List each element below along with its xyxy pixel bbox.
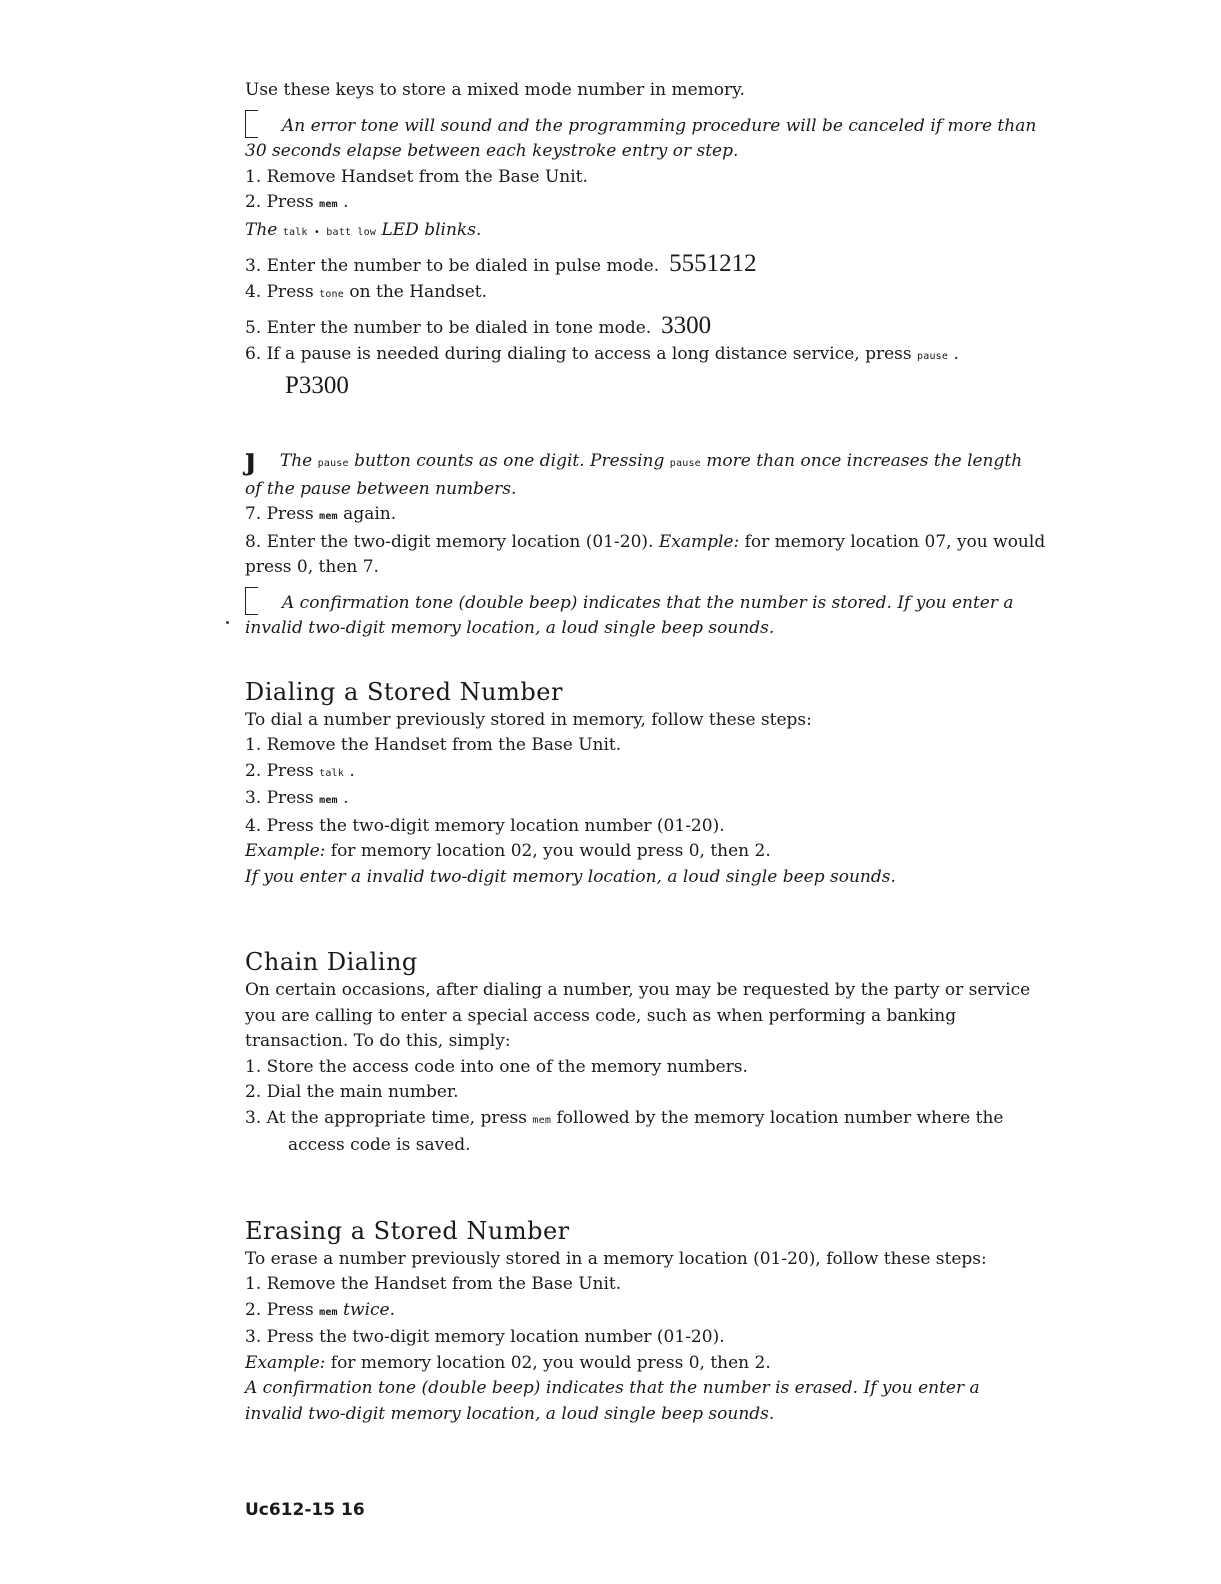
store-step-7: 7. Press mem again. xyxy=(245,504,397,524)
store-step-1: 1. Remove Handset from the Base Unit. xyxy=(245,166,588,187)
document-page xyxy=(245,78,1145,1427)
warning-note: An error tone will sound and the programming procedure will be canceled if more than xyxy=(245,110,1145,140)
store-step-5: 5. Enter the number to be dialed in tone mode. 3300 xyxy=(245,312,712,339)
erasing-confirm-note: A confirmation tone (double beep) indicates that the number is erased. If you enter a xyxy=(245,1378,980,1398)
store-step-6: 6. If a pause is needed during dialing to access a long distance service, press pause . xyxy=(245,343,959,364)
dialing-step-4: 4. Press the two-digit memory location number (01-20). xyxy=(245,815,725,836)
warning-note-line2: 30 seconds elapse between each keystroke entry or step. xyxy=(245,141,739,161)
note-bracket-icon xyxy=(245,110,258,138)
erasing-intro: To erase a number previously stored in a memory location (01-20), follow these steps: xyxy=(245,1248,987,1269)
mem-key-label: mem xyxy=(319,511,338,522)
tone-key-label: tone xyxy=(319,288,344,300)
dialing-step-1: 1. Remove the Handset from the Base Unit. xyxy=(245,735,622,755)
intro-text: Use these keys to store a mixed mode number in memory. xyxy=(245,80,745,100)
erasing-example: Example: for memory location 02, you would press 0, then 2. xyxy=(245,1352,771,1373)
dialing-intro: To dial a number previously stored in memory, follow these steps: xyxy=(245,709,812,730)
pause-note-line2: of the pause between numbers. xyxy=(245,478,517,499)
led-blinks-note: The talk • batt low LED blinks. xyxy=(245,219,482,240)
store-step-4: 4. Press tone on the Handset. xyxy=(245,281,488,302)
mem-key-label: mem xyxy=(532,1114,552,1126)
dialing-example: Example: for memory location 02, you would press 0, then 2. xyxy=(245,841,771,861)
erasing-step-2: 2. Press mem twice. xyxy=(245,1299,395,1320)
store-step-8: 8. Enter the two-digit memory location (01-20). Example: for memory location 07, you would xyxy=(245,531,1046,552)
chain-step-2: 2. Dial the main number. xyxy=(245,1082,459,1102)
pause-key-label: pause xyxy=(917,350,949,362)
dialing-step-2: 2. Press talk . xyxy=(245,760,355,781)
heading-erasing: Erasing a Stored Number xyxy=(245,1216,570,1245)
store-step-8-line2: press 0, then 7. xyxy=(245,557,379,577)
store-step-2: 2. Press mem . xyxy=(245,192,349,212)
mem-key-label: mem xyxy=(319,199,338,210)
pause-key-label: pause xyxy=(317,458,349,469)
pause-key-label: pause xyxy=(669,458,701,469)
erasing-step-3: 3. Press the two-digit memory location number (01-20). xyxy=(245,1327,725,1347)
confirm-note: A confirmation tone (double beep) indicates that the number is stored. If you enter a xyxy=(245,587,1145,617)
dialing-invalid-note: If you enter a invalid two-digit memory location, a loud single beep sounds. xyxy=(245,866,896,887)
erasing-step-1: 1. Remove the Handset from the Base Unit. xyxy=(245,1274,622,1294)
heading-dialing: Dialing a Stored Number xyxy=(245,677,563,706)
erasing-confirm-note-line2: invalid two-digit memory location, a loud single beep sounds. xyxy=(245,1403,775,1424)
page-footer: Uc612-15 16 xyxy=(245,1500,365,1520)
chain-paragraph-1: On certain occasions, after dialing a number, you may be requested by the party or service xyxy=(245,980,1031,1000)
chain-step-3: 3. At the appropriate time, press mem followed by the memory location number where the xyxy=(245,1107,1004,1128)
heading-chain-dialing: Chain Dialing xyxy=(245,948,418,976)
chain-step-3-line2: access code is saved. xyxy=(288,1135,471,1155)
talk-batt-low-label: talk • batt low xyxy=(282,226,377,238)
display-readout-pause: P3300 xyxy=(285,372,349,399)
chain-paragraph-3: transaction. To do this, simply: xyxy=(245,1031,511,1051)
pause-note: ȷ The pause button counts as one digit. Pressing pause more than once increases the length xyxy=(245,442,1023,477)
chain-step-1: 1. Store the access code into one of the memory numbers. xyxy=(245,1056,748,1077)
dialing-step-3: 3. Press mem . xyxy=(245,788,349,808)
display-readout-pulse: 5551212 xyxy=(669,250,757,277)
info-icon: ȷ xyxy=(245,442,256,477)
mem-key-label: mem xyxy=(319,795,338,806)
stray-mark xyxy=(226,621,229,624)
chain-paragraph-2: you are calling to enter a special access code, such as when performing a banking xyxy=(245,1005,957,1026)
talk-key-label: talk xyxy=(319,767,344,779)
note-bracket-icon xyxy=(245,587,258,615)
mem-key-label: mem xyxy=(319,1306,338,1318)
confirm-note-line2: invalid two-digit memory location, a loud single beep sounds. xyxy=(245,618,775,638)
store-step-3: 3. Enter the number to be dialed in pulse mode. 5551212 xyxy=(245,250,757,277)
display-readout-tone: 3300 xyxy=(661,312,712,339)
